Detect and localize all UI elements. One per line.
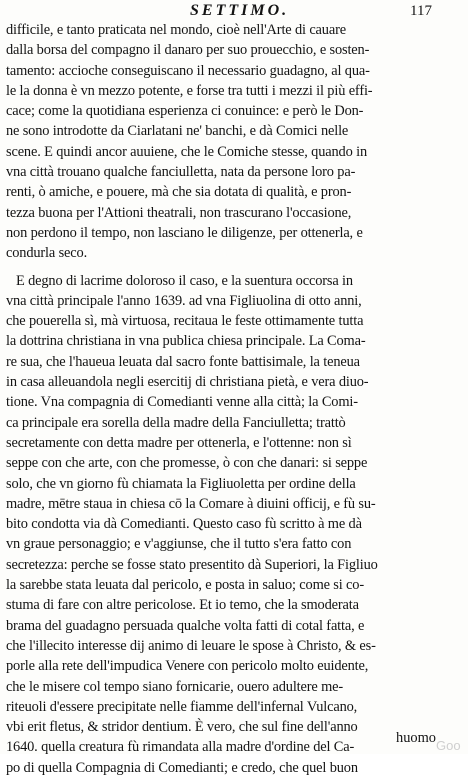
text-line: non perdono il tempo, non lasciano le diligenze, per ottenerla, e [6, 224, 363, 241]
text-line: che le misere col tempo siano fornicarie, ouero adultere me- [6, 678, 344, 695]
text-line: E degno di lacrime doloroso il caso, e la suentura occorsa in [16, 272, 353, 289]
text-line: la dottrina christiana in vna publica chiesa principale. La Coma- [6, 333, 366, 350]
text-line: renti, ò amiche, e pouere, mà che sia dotata di qualità, e pron- [6, 184, 352, 201]
text-line: brama del guadagno persuada qualche volta fatti di cotal fatta, e [6, 617, 365, 634]
text-line: secretezza: perche se fosse stato presentito dà Superiori, la Figliuo [6, 556, 378, 573]
text-line: in casa alleuandola negli esercitij di christiana pietà, e vera diuo- [6, 374, 369, 391]
paragraph-1 [6, 20, 462, 264]
text-line: cace; come la quotidiana esperienza ci conuince: e però le Don- [6, 103, 364, 120]
text-line: tamento: accioche conseguiscano il necessario guadagno, al qua- [6, 62, 370, 79]
text-line: stuma di fare con altre pericolose. Et io temo, che la smoderata [6, 597, 359, 614]
text-line: ca principale era sorella della madre della Fanciulletta; trattò [6, 414, 346, 431]
text-line: bito condotta via dà Comedianti. Questo caso fù scritto à me dà [6, 516, 362, 533]
text-line: vna città principale l'anno 1639. ad vna Figliuolina di otto anni, [6, 292, 362, 309]
text-line: le la donna è vn mezzo potente, e forse tra tutti i mezzi il più effi- [6, 82, 373, 99]
text-line: 1640. quella creatura fù rimandata alla madre d'ordine del Ca- [6, 739, 355, 756]
scan-watermark: Goo [436, 738, 461, 753]
page-number: 117 [410, 3, 432, 19]
text-line: vbi erit fletus, & stridor dentium. È vero, che sul fine dell'anno [6, 719, 358, 736]
text-line: secretamente con detta madre per ottenerla, e l'ottenne: non sì [6, 434, 352, 451]
text-line: condurla seco. [6, 245, 88, 262]
page-header [0, 2, 468, 20]
text-line: scene. E quindi ancor auuiene, che le Comiche stesse, quando in [6, 143, 367, 160]
text-line: ne sono introdotte da Ciarlatani ne' banchi, e dà Comici nelle [6, 123, 349, 140]
running-title: SETTIMO. [190, 2, 290, 19]
text-line: dalla borsa del compagno il danaro per suo prouecchio, e sosten- [6, 42, 370, 59]
text-line: la sarebbe stata leuata dal pericolo, e posta in saluo; come si co- [6, 577, 364, 594]
text-line: solo, che vn giorno fù chiamata la Figliuoletta per ordine della [6, 475, 356, 492]
text-line: tione. Vna compagnia di Comedianti venne alla città; la Comi- [6, 394, 358, 411]
text-line: madre, mētre staua in chiesa cō la Comare à diuini officij, e fù su- [6, 495, 376, 512]
text-line: porle alla rete dell'impudica Venere con pericolo molto euidente, [6, 658, 369, 675]
paragraph-gap [6, 264, 462, 271]
text-line: difficile, e tanto praticata nel mondo, cioè nell'Arte di cauare [6, 22, 346, 38]
text-line: che pouerella sì, mà virtuosa, recitaua le feste ottimamente tutta [6, 313, 364, 330]
text-line: che l'illecito interesse dij animo di leuare le spose à Christo, & es- [6, 637, 376, 654]
text-line: vn graue personaggio; e v'aggiunse, che il tutto s'era fatto con [6, 536, 352, 553]
body-text [6, 20, 462, 778]
text-line: seppe con che arte, con che promesse, ò con che danari: si seppe [6, 455, 368, 472]
text-line: tezza buona per l'Attioni theatrali, non trascurano l'occasione, [6, 204, 352, 221]
text-line: riteuoli d'essere precipitate nelle fiamme dell'infernal Vulcano, [6, 698, 358, 715]
text-line: vna città trouano qualche fanciulletta, nata da persone loro pa- [6, 164, 356, 181]
catchword: huomo [396, 730, 436, 746]
paragraph-2 [6, 271, 462, 778]
text-line: po di quella Compagnia di Comedianti; e credo, che quel buon [6, 759, 358, 776]
text-line: re sua, che l'haueua leuata dal sacro fonte battisimale, la teneua [6, 353, 360, 370]
